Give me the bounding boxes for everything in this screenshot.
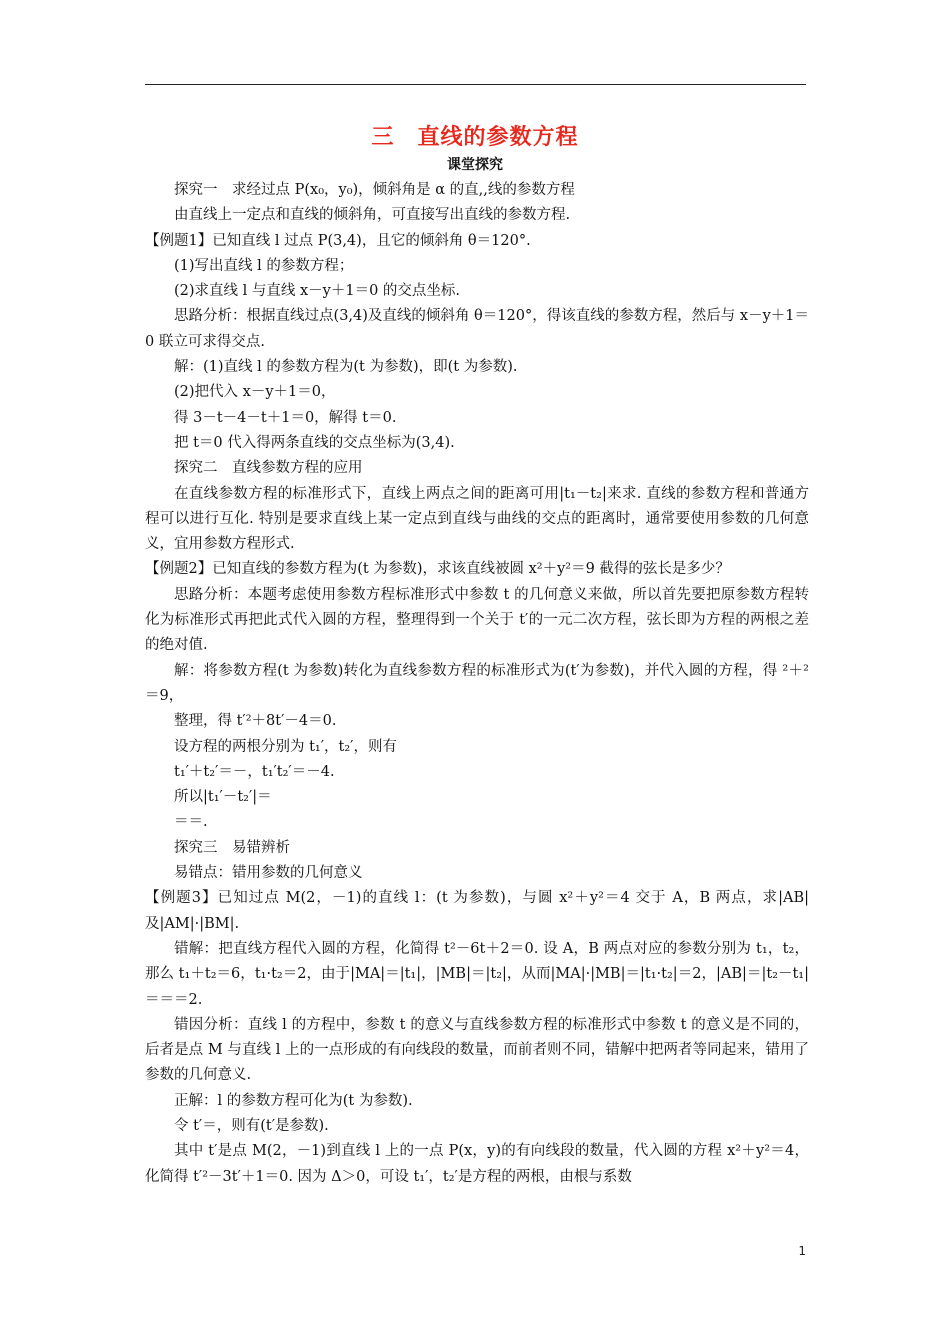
paragraph: 在直线参数方程的标准形式下，直线上两点之间的距离可用|t₁－t₂|来求. 直线的参数方程和普通方程可以进行互化. 特别是要求直线上某一定点到直线与曲线的交点的距离时，通常要使用参数的几何意义，宜用参数方程形式. xyxy=(145,485,809,553)
paragraph: (2)求直线 l 与直线 x－y＋1＝0 的交点坐标. xyxy=(174,283,461,300)
paragraph: 由直线上一定点和直线的倾斜角，可直接写出直线的参数方程. xyxy=(174,207,571,224)
paragraph: 【例题1】已知直线 l 过点 P(3,4)，且它的倾斜角 θ＝120°. xyxy=(145,232,531,249)
paragraph: 探究二 直线参数方程的应用 xyxy=(174,460,363,477)
page-title: 三 直线的参数方程 xyxy=(371,125,579,150)
paragraph: 把 t＝0 代入得两条直线的交点坐标为(3,4). xyxy=(174,434,455,451)
paragraph: ＝＝. xyxy=(174,814,208,831)
document-body xyxy=(145,178,809,1190)
paragraph: 整理，得 t′²＋8t′－4＝0. xyxy=(174,713,337,730)
paragraph: 解：将参数方程(t 为参数)转化为直线参数方程的标准形式为(t′为参数)，并代入圆的方程，得 ²＋²＝9， xyxy=(145,662,809,704)
paragraph: 解：(1)直线 l 的参数方程为(t 为参数)，即(t 为参数). xyxy=(174,359,518,376)
paragraph: 【例题3】已知过点 M(2，－1)的直线 l：(t 为参数)，与圆 x²＋y²＝4 交于 A，B 两点，求|AB|及|AM|·|BM|. xyxy=(145,890,809,932)
paragraph: 思路分析：本题考虑使用参数方程标准形式中参数 t 的几何意义来做，所以首先要把原参数方程转化为标准形式再把此式代入圆的方程，整理得到一个关于 t′的一元二次方程，弦长即为方程的两根之差的绝对值. xyxy=(145,586,809,654)
paragraph: (2)把代入 x－y＋1＝0， xyxy=(174,384,336,401)
paragraph: 其中 t′是点 M(2，－1)到直线 l 上的一点 P(x，y)的有向线段的数量，代入圆的方程 x²＋y²＝4，化简得 t′²－3t′＋1＝0. 因为 Δ＞0，可设 t₁′，t₂′是方程的两根，由根与系数 xyxy=(145,1143,809,1185)
paragraph: 设方程的两根分别为 t₁′，t₂′，则有 xyxy=(174,738,397,755)
paragraph: 正解：l 的参数方程可化为(t 为参数). xyxy=(174,1092,413,1109)
paragraph: t₁′＋t₂′＝－，t₁′t₂′＝－4. xyxy=(174,763,335,780)
paragraph: 令 t′＝，则有(t′是参数). xyxy=(174,1117,329,1134)
section-subtitle: 课堂探究 xyxy=(447,157,503,173)
paragraph: 所以|t₁′－t₂′|＝ xyxy=(174,789,272,806)
paragraph: 错因分析：直线 l 的方程中，参数 t 的意义与直线参数方程的标准形式中参数 t 的意义是不同的，后者是点 M 与直线 l 上的一点形成的有向线段的数量，而前者则不同，错解中把两者等同起来，错用了参数的几何意义. xyxy=(145,1016,809,1084)
paragraph: 探究三 易错辨析 xyxy=(174,839,290,856)
paragraph: 易错点：错用参数的几何意义 xyxy=(174,865,363,882)
paragraph: 得 3－t－4－t＋1＝0，解得 t＝0. xyxy=(174,409,397,426)
paragraph: (1)写出直线 l 的参数方程； xyxy=(174,257,354,274)
paragraph: 错解：把直线方程代入圆的方程，化简得 t²－6t＋2＝0. 设 A，B 两点对应的参数分别为 t₁，t₂，那么 t₁＋t₂＝6，t₁·t₂＝2，由于|MA|＝|t₁|，|MB|＝|t₂|，从而|MA|·|MB|＝|t₁·t₂|＝2，|AB|＝|t₂－t₁|＝＝＝2. xyxy=(145,940,809,1008)
page-number: 1 xyxy=(798,1244,806,1258)
paragraph: 【例题2】已知直线的参数方程为(t 为参数)，求该直线被圆 x²＋y²＝9 截得的弦长是多少？ xyxy=(145,561,730,578)
header-rule xyxy=(145,84,806,85)
paragraph: 思路分析：根据直线过点(3,4)及直线的倾斜角 θ＝120°，得该直线的参数方程，然后与 x－y＋1＝0 联立可求得交点. xyxy=(145,308,809,350)
paragraph: 探究一 求经过点 P(x₀，y₀)，倾斜角是 α 的直,,线的参数方程 xyxy=(174,182,575,198)
